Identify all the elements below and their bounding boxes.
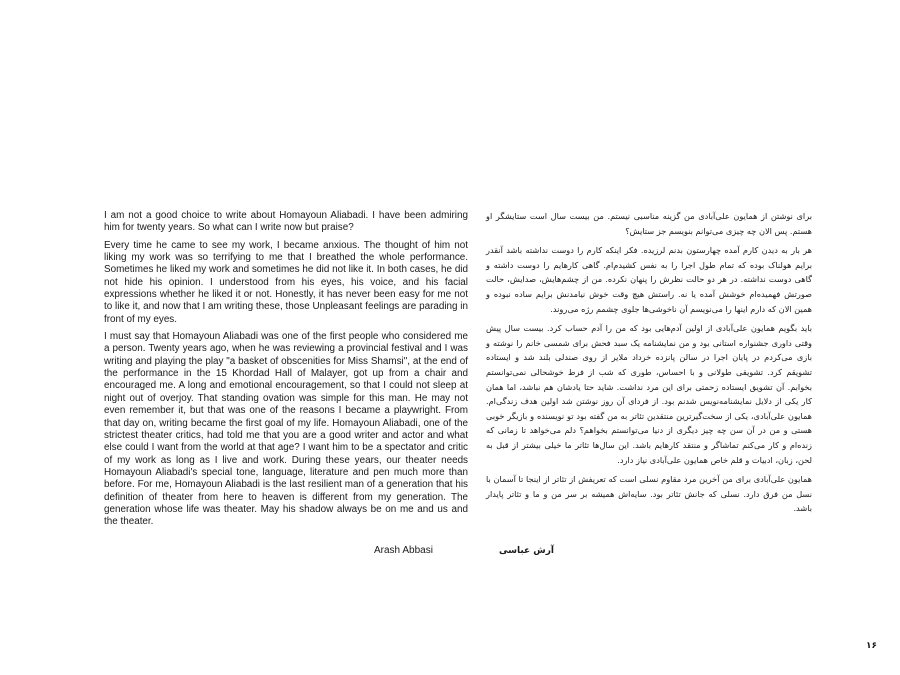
page-number: ۱۶ [866,641,877,651]
english-paragraph-1: I am not a good choice to write about Homayoun Aliabadi. I have been admiring him for twenty years. So what can I write now but praise? [104,210,468,234]
english-paragraph-2: Every time he came to see my work, I became anxious. The thought of him not liking my work was so terrifying to me that I breathed the whole performance. Sometimes he liked my work and sometimes he did not like it. In both cases, he did not hide his opinion. I understood from his eyes, his voice, and his facial expressions whether he liked it or not. Honestly, it has never been easy for me not to like it, and now that I am writing these, those Unpleasant feelings are parading in front of my eyes. [104,239,468,325]
persian-paragraph-2: هر بار به دیدن کارم آمده چهارستون بدنم لرزیده. فکر اینکه کارم را دوست نداشته باشد آنقدر برایم هولناک بوده که تمام طول اجرا را به نفس کشیدم‌ام. گاهی کارهایم را دوست داشته و گاهی دوست نداشته. در هر دو حالت نظرش را پنهان نکرده. من از چشم‌هایش، صدایش، حالت صورتش فهمیده‌ام خوشش آمده یا نه. راستش هیچ وقت خوش نیامدنش برایم ساده نبوده و همین الان که دارم اینها را می‌نویسم آن ناخوشی‌ها جلوی چشمم رژه می‌روند. [486,245,812,314]
persian-paragraph-3: باید بگویم همایون علی‌آبادی از اولین آدم‌هایی بود که من را آدم حساب کرد. بیست سال پیش وقتی داوری جشنواره استانی بود و من نمایشنامه یک سبد فحش برای شمسی خانم را نوشته و بازی می‌کردم در پایان اجرا در سالن پانزده خرداد ملایر از روی صندلی بلند شد و ایستاده تشویقم کرد. تشویقی طولانی و با احساس، طوری که شب از فرط خوشحالی نمی‌توانستم بخوابم. آن تشویق ایستاده زحمتی برای این مرد نداشت. شاید حتا یادشان هم نباشد، اما همان کار یکی از دلایل نمایشنامه‌نویس شدنم بود. از فردای آن روز نوشتن شد اولین هدف زندگی‌ام. همایون علی‌آبادی، یکی از سخت‌گیرترین منتقدین تئاتر به من گفته بود تو نویسنده و بازیگر خوبی هستی و من در آن سن چه چیز دیگری از دنیا می‌توانستم بخواهم؟ دلم می‌خواهد تا زمانی که زنده‌ام و کار می‌کنم تماشاگر و منتقد کارهایم باشد. این سال‌ها تئاتر ما خیلی بیشتر از قبل به لحن، زبان، ادبیات و قلم خاص همایون علی‌آبادی نیاز دارد. [486,323,812,465]
persian-text-column [486,209,812,521]
english-signature: Arash Abbasi [374,545,433,556]
persian-paragraph-4: همایون علی‌آبادی برای من آخرین مرد مقاوم نسلی است که تعریفش از تئاتر از اینجا تا آسمان با نسل من فرق دارد. نسلی که جانش تئاتر بود. سایه‌اش همیشه بر سر من و ما و تئاتر پایدار باشد. [486,474,812,514]
persian-signature: آرش عباسی [499,546,554,556]
english-paragraph-3: I must say that Homayoun Aliabadi was one of the first people who considered me a person. Twenty years ago, when he was reviewing a provincial festival and I was writing and playing the play "a basket of obscenities for Miss Shamsi", at the end of the performance in the 15 Khordad Hall of Malayer, got up from a chair and encouraged me. A long and emotional encouragement, so that I could not sleep at night out of overjoy. That standing ovation was simple for this man. He may not even remember it, but that was one of the reasons I became a playwright. From that day on, writing became the first goal of my life. Homayoun Aliabadi, one of the strictest theater critics, had told me that you are a good writer and actor and what else could I want from the world at that age? I want him to be a spectator and critic of my work as long as I live and work. During these years, our theater needs Homayoun Aliabadi's special tone, language, literature and pen much more than before. For me, Homayoun Aliabadi is the last resilient man of a generation that his definition of theater from here to heaven is different from my generation. The generation whose life was theater. May his shadow always be on me and us and the theater. [104,331,468,528]
english-text-column [104,210,468,534]
persian-paragraph-1: برای نوشتن از همایون علی‌آبادی من گزینه مناسبی نیستم. من بیست سال است ستایشگر او هستم. پس الان چه چیزی می‌توانم بنویسم جز ستایش؟ [486,211,812,236]
